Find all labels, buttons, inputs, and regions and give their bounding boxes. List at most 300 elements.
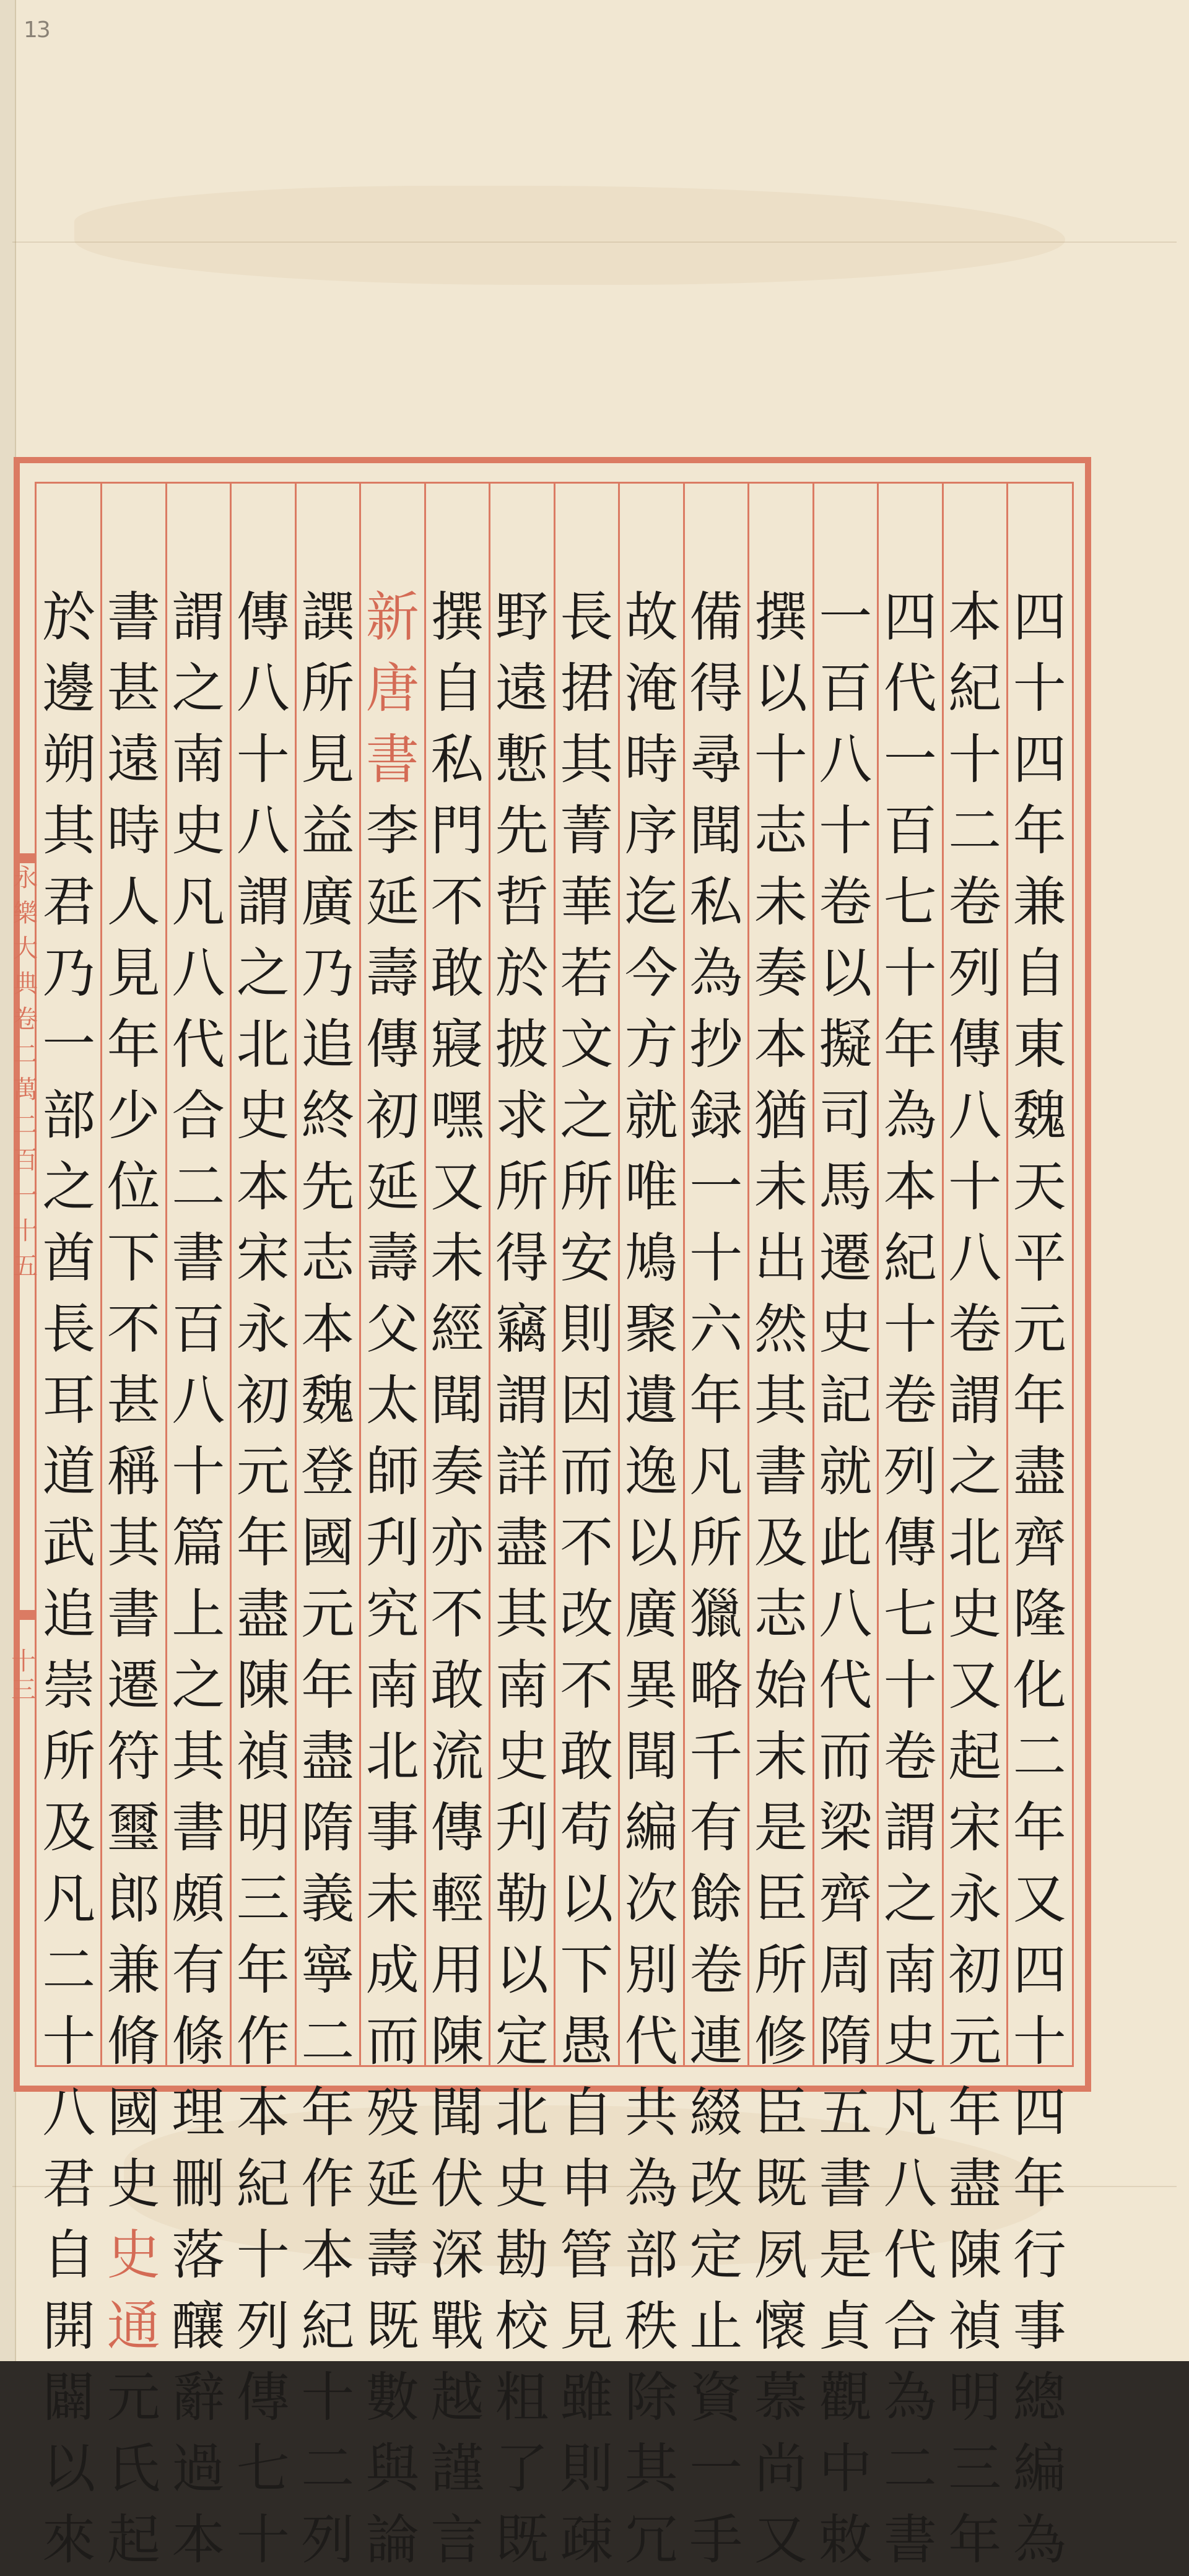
glyph: 氏: [107, 2438, 160, 2500]
glyph: 百: [819, 658, 873, 720]
glyph: 菁: [560, 800, 614, 862]
glyph: 愚: [560, 2011, 614, 2073]
glyph: 邊: [42, 658, 96, 720]
margin-title-glyph: 五: [13, 1252, 38, 1281]
glyph: 其: [107, 1512, 160, 1574]
text-column-c16: [22, 582, 115, 2571]
glyph: 陳: [948, 2224, 1002, 2286]
glyph: 傳: [236, 2367, 290, 2429]
glyph: 北: [948, 1512, 1002, 1574]
glyph: 追: [42, 1583, 96, 1645]
glyph: 此: [819, 1512, 873, 1574]
glyph: 元: [1013, 1299, 1066, 1360]
glyph: 開: [42, 2295, 96, 2357]
glyph: 究: [365, 1583, 419, 1645]
glyph: 隋: [301, 1797, 355, 1859]
glyph: 永: [236, 1299, 290, 1360]
glyph: 貞: [819, 2295, 873, 2357]
glyph: 七: [236, 2438, 290, 2500]
glyph: 八: [42, 2082, 96, 2144]
glyph: 私: [689, 871, 743, 933]
glyph: 勒: [495, 1868, 549, 1930]
glyph: 明: [948, 2367, 1002, 2429]
glyph: 列: [883, 1441, 937, 1503]
glyph: 父: [365, 1299, 419, 1360]
glyph: 資: [689, 2367, 743, 2429]
glyph: 中: [819, 2438, 873, 2500]
margin-title-glyph: 永: [13, 864, 38, 892]
glyph: 元: [948, 2011, 1002, 2073]
glyph: 別: [624, 1939, 678, 2001]
glyph: 化: [1013, 1655, 1066, 1717]
glyph: 伏: [430, 2153, 484, 2215]
glyph: 作: [301, 2153, 355, 2215]
glyph: 李: [365, 800, 419, 862]
glyph: 抄: [689, 1014, 743, 1076]
glyph: 改: [689, 2153, 743, 2215]
margin-title-glyph: 典: [13, 970, 38, 998]
glyph: 聚: [624, 1299, 678, 1360]
glyph: 合: [172, 1085, 225, 1147]
glyph: 改: [560, 1583, 614, 1645]
glyph: 竊: [495, 1299, 549, 1360]
glyph: 列: [948, 942, 1002, 1004]
glyph: 録: [689, 1085, 743, 1147]
glyph: 史: [883, 2011, 937, 2073]
glyph: 起: [948, 1726, 1002, 1788]
glyph: 篇: [172, 1512, 225, 1574]
glyph: 求: [495, 1085, 549, 1147]
glyph: 所: [560, 1156, 614, 1218]
glyph: 其: [495, 1583, 549, 1645]
glyph: 二: [1013, 1726, 1066, 1788]
glyph: 粗: [495, 2367, 549, 2429]
glyph: 為: [624, 2153, 678, 2215]
glyph: 書: [172, 1797, 225, 1859]
glyph: 十: [301, 2367, 355, 2429]
glyph: 南: [883, 1939, 937, 2001]
glyph: 史: [495, 1726, 549, 1788]
glyph: 為: [1013, 2509, 1066, 2571]
glyph: 所: [42, 1726, 96, 1788]
glyph: 禎: [948, 2295, 1002, 2357]
glyph: 殁: [365, 2082, 419, 2144]
glyph: 臣: [754, 2082, 808, 2144]
glyph: 擬: [819, 1014, 873, 1076]
glyph: 八: [236, 800, 290, 862]
glyph: 十: [883, 1655, 937, 1717]
glyph: 長: [42, 1299, 96, 1360]
glyph: 四: [1013, 729, 1066, 791]
glyph: 備: [689, 586, 743, 648]
glyph: 亦: [430, 1512, 484, 1574]
margin-title-glyph: 十: [13, 1217, 38, 1245]
glyph: 又: [948, 1655, 1002, 1717]
glyph: 北: [495, 2082, 549, 2144]
glyph: 書: [107, 586, 160, 648]
glyph: 卷: [689, 1939, 743, 2001]
glyph: 遠: [495, 658, 549, 720]
glyph: 成: [365, 1939, 419, 2001]
glyph: 除: [624, 2367, 678, 2429]
glyph: 下: [107, 1227, 160, 1289]
glyph: 其: [172, 1726, 225, 1788]
glyph: 猶: [754, 1085, 808, 1147]
glyph: 本: [948, 586, 1002, 648]
glyph: 先: [301, 1156, 355, 1218]
glyph: 遺: [624, 1370, 678, 1432]
water-stain: [74, 186, 1065, 285]
glyph: 之: [236, 942, 290, 1004]
glyph: 宋: [236, 1227, 290, 1289]
glyph: 所: [495, 1156, 549, 1218]
glyph: 獵: [689, 1583, 743, 1645]
glyph: 既: [495, 2509, 549, 2571]
glyph: 見: [301, 729, 355, 791]
glyph: 事: [365, 1797, 419, 1859]
glyph: 未: [430, 1227, 484, 1289]
glyph: 上: [172, 1583, 225, 1645]
glyph: 遠: [107, 729, 160, 791]
glyph: 所: [754, 1939, 808, 2001]
glyph: 代: [819, 1655, 873, 1717]
glyph: 年: [948, 2509, 1002, 2571]
glyph: 定: [495, 2011, 549, 2073]
glyph: 國: [301, 1512, 355, 1574]
glyph: 周: [819, 1939, 873, 2001]
glyph: 道: [42, 1441, 96, 1503]
glyph: 年: [236, 1512, 290, 1574]
glyph: 本: [236, 1156, 290, 1218]
glyph: 修: [754, 2011, 808, 2073]
glyph: 八: [948, 1085, 1002, 1147]
glyph: 懷: [754, 2295, 808, 2357]
glyph: 觀: [819, 2367, 873, 2429]
glyph: 理: [172, 2082, 225, 2144]
glyph: 師: [365, 1441, 419, 1503]
glyph: 天: [1013, 1156, 1066, 1218]
glyph: 作: [236, 2011, 290, 2073]
glyph: 於: [495, 942, 549, 1004]
glyph: 年: [883, 1014, 937, 1076]
glyph: 史: [172, 800, 225, 862]
glyph: 君: [42, 871, 96, 933]
glyph: 唐: [365, 658, 419, 720]
glyph: 奏: [754, 942, 808, 1004]
glyph: 六: [689, 1299, 743, 1360]
margin-title-glyph: 二: [13, 1040, 38, 1069]
glyph: 南: [365, 1655, 419, 1717]
glyph: 為: [689, 942, 743, 1004]
glyph: 元: [107, 2367, 160, 2429]
glyph: 稱: [107, 1441, 160, 1503]
glyph: 未: [365, 1868, 419, 1930]
glyph: 得: [689, 658, 743, 720]
glyph: 然: [754, 1299, 808, 1360]
glyph: 十: [1013, 2011, 1066, 2073]
glyph: 十: [236, 2224, 290, 2286]
glyph: 頗: [172, 1868, 225, 1930]
glyph: 未: [754, 871, 808, 933]
glyph: 次: [624, 1868, 678, 1930]
glyph: 太: [365, 1370, 419, 1432]
glyph: 宋: [948, 1797, 1002, 1859]
glyph: 義: [301, 1868, 355, 1930]
glyph: 下: [560, 1939, 614, 2001]
glyph: 壽: [365, 1227, 419, 1289]
glyph: 綴: [689, 2082, 743, 2144]
glyph: 苟: [560, 1797, 614, 1859]
glyph: 年: [107, 1014, 160, 1076]
glyph: 冗: [624, 2509, 678, 2571]
glyph: 之: [172, 658, 225, 720]
glyph: 四: [1013, 586, 1066, 648]
glyph: 敢: [560, 1726, 614, 1788]
glyph: 譔: [301, 586, 355, 648]
glyph: 志: [754, 800, 808, 862]
glyph: 千: [689, 1726, 743, 1788]
glyph: 新: [365, 586, 419, 648]
glyph: 東: [1013, 1014, 1066, 1076]
glyph: 兼: [107, 1939, 160, 2001]
glyph: 校: [495, 2295, 549, 2357]
glyph: 門: [430, 800, 484, 862]
glyph: 人: [107, 871, 160, 933]
glyph: 勘: [495, 2224, 549, 2286]
glyph: 而: [819, 1726, 873, 1788]
glyph: 書: [819, 2153, 873, 2215]
glyph: 崇: [42, 1655, 96, 1717]
glyph: 紀: [236, 2153, 290, 2215]
glyph: 自: [42, 2224, 96, 2286]
glyph: 以: [560, 1868, 614, 1930]
glyph: 末: [754, 1726, 808, 1788]
glyph: 以: [754, 658, 808, 720]
glyph: 序: [624, 800, 678, 862]
glyph: 二: [301, 2438, 355, 2500]
glyph: 辭: [172, 2367, 225, 2429]
glyph: 書: [365, 729, 419, 791]
paper-fold: [12, 242, 1177, 243]
glyph: 史: [107, 2153, 160, 2215]
glyph: 刋: [365, 1512, 419, 1574]
margin-title-glyph: 卷: [13, 1005, 38, 1033]
glyph: 紀: [301, 2295, 355, 2357]
glyph: 年: [236, 1939, 290, 2001]
glyph: 得: [495, 1227, 549, 1289]
glyph: 延: [365, 2153, 419, 2215]
glyph: 十: [819, 800, 873, 862]
glyph: 不: [560, 1655, 614, 1717]
glyph: 謂: [495, 1370, 549, 1432]
glyph: 不: [430, 871, 484, 933]
glyph: 四: [1013, 2082, 1066, 2144]
glyph: 本: [754, 1014, 808, 1076]
glyph: 代: [883, 658, 937, 720]
glyph: 敕: [819, 2509, 873, 2571]
glyph: 十: [236, 2509, 290, 2571]
glyph: 三: [948, 2438, 1002, 2500]
glyph: 有: [689, 1797, 743, 1859]
glyph: 其: [754, 1370, 808, 1432]
glyph: 以: [495, 1939, 549, 2001]
glyph: 異: [624, 1655, 678, 1717]
glyph: 謹: [430, 2438, 484, 2500]
glyph: 時: [624, 729, 678, 791]
glyph: 追: [301, 1014, 355, 1076]
glyph: 禎: [236, 1726, 290, 1788]
glyph: 與: [365, 2438, 419, 2500]
glyph: 卷: [883, 1726, 937, 1788]
glyph: 書: [754, 1441, 808, 1503]
glyph: 壽: [365, 2224, 419, 2286]
glyph: 史: [236, 1085, 290, 1147]
glyph: 八: [948, 1227, 1002, 1289]
glyph: 魏: [301, 1370, 355, 1432]
glyph: 而: [365, 2011, 419, 2073]
glyph: 了: [495, 2438, 549, 2500]
glyph: 手: [689, 2509, 743, 2571]
glyph: 陳: [236, 1655, 290, 1717]
glyph: 列: [236, 2295, 290, 2357]
glyph: 凡: [42, 1868, 96, 1930]
glyph: 連: [689, 2011, 743, 2073]
glyph: 不: [107, 1299, 160, 1360]
glyph: 年: [1013, 1370, 1066, 1432]
glyph: 代: [172, 1014, 225, 1076]
glyph: 本: [301, 1299, 355, 1360]
glyph: 八: [172, 1370, 225, 1432]
glyph: 又: [754, 2509, 808, 2571]
glyph: 卷: [883, 1370, 937, 1432]
glyph: 因: [560, 1370, 614, 1432]
glyph: 傳: [365, 1014, 419, 1076]
glyph: 文: [560, 1014, 614, 1076]
glyph: 先: [495, 800, 549, 862]
glyph: 未: [754, 1156, 808, 1218]
glyph: 志: [754, 1583, 808, 1645]
glyph: 輕: [430, 1868, 484, 1930]
glyph: 遷: [819, 1227, 873, 1289]
glyph: 哲: [495, 871, 549, 933]
glyph: 代: [883, 2224, 937, 2286]
glyph: 脩: [107, 2011, 160, 2073]
glyph: 寧: [301, 1939, 355, 2001]
glyph: 披: [495, 1014, 549, 1076]
glyph: 以: [624, 1512, 678, 1574]
glyph: 年: [301, 2082, 355, 2144]
glyph: 符: [107, 1726, 160, 1788]
glyph: 是: [819, 2224, 873, 2286]
glyph: 聞: [430, 1370, 484, 1432]
glyph: 八: [236, 658, 290, 720]
glyph: 餘: [689, 1868, 743, 1930]
glyph: 及: [754, 1512, 808, 1574]
glyph: 壽: [365, 942, 419, 1004]
glyph: 璽: [107, 1797, 160, 1859]
glyph: 十: [948, 729, 1002, 791]
glyph: 捃: [560, 658, 614, 720]
glyph: 華: [560, 871, 614, 933]
glyph: 通: [107, 2295, 160, 2357]
glyph: 朔: [42, 729, 96, 791]
glyph: 自: [1013, 942, 1066, 1004]
glyph: 其: [42, 800, 96, 862]
glyph: 所: [689, 1512, 743, 1574]
glyph: 十: [172, 1441, 225, 1503]
glyph: 凡: [689, 1441, 743, 1503]
glyph: 史: [948, 1583, 1002, 1645]
glyph: 八: [883, 2153, 937, 2215]
glyph: 志: [301, 1227, 355, 1289]
glyph: 於: [42, 586, 96, 648]
glyph: 二: [301, 2011, 355, 2073]
glyph: 耳: [42, 1370, 96, 1432]
glyph: 止: [689, 2295, 743, 2357]
glyph: 七: [883, 871, 937, 933]
glyph: 梁: [819, 1797, 873, 1859]
glyph: 唯: [624, 1156, 678, 1218]
glyph: 所: [301, 658, 355, 720]
glyph: 私: [430, 729, 484, 791]
glyph: 聞: [430, 2082, 484, 2144]
glyph: 十: [883, 942, 937, 1004]
glyph: 廣: [624, 1583, 678, 1645]
glyph: 又: [1013, 1868, 1066, 1930]
glyph: 百: [883, 800, 937, 862]
glyph: 十: [948, 1156, 1002, 1218]
glyph: 隋: [819, 2011, 873, 2073]
glyph: 言: [430, 2509, 484, 2571]
glyph: 四: [883, 586, 937, 648]
glyph: 盡: [301, 1726, 355, 1788]
glyph: 部: [624, 2224, 678, 2286]
glyph: 故: [624, 586, 678, 648]
glyph: 遷: [107, 1655, 160, 1717]
glyph: 條: [172, 2011, 225, 2073]
glyph: 越: [430, 2367, 484, 2429]
glyph: 盡: [948, 2153, 1002, 2215]
glyph: 共: [624, 2082, 678, 2144]
glyph: 有: [172, 1939, 225, 2001]
glyph: 本: [236, 2082, 290, 2144]
glyph: 之: [42, 1156, 96, 1218]
glyph: 甚: [107, 658, 160, 720]
glyph: 其: [560, 729, 614, 791]
glyph: 深: [430, 2224, 484, 2286]
glyph: 一: [883, 729, 937, 791]
glyph: 編: [624, 1797, 678, 1859]
glyph: 二: [172, 1156, 225, 1218]
glyph: 八: [172, 942, 225, 1004]
glyph: 申: [560, 2153, 614, 2215]
glyph: 事: [1013, 2295, 1066, 2357]
glyph: 寢: [430, 1014, 484, 1076]
glyph: 盡: [1013, 1441, 1066, 1503]
glyph: 代: [624, 2011, 678, 2073]
glyph: 卷: [948, 1299, 1002, 1360]
glyph: 始: [754, 1655, 808, 1717]
glyph: 長: [560, 586, 614, 648]
glyph: 逸: [624, 1441, 678, 1503]
glyph: 凡: [883, 2082, 937, 2144]
glyph: 十: [689, 1227, 743, 1289]
glyph: 登: [301, 1441, 355, 1503]
glyph: 位: [107, 1156, 160, 1218]
glyph: 見: [560, 2295, 614, 2357]
glyph: 敢: [430, 942, 484, 1004]
glyph: 數: [365, 2367, 419, 2429]
